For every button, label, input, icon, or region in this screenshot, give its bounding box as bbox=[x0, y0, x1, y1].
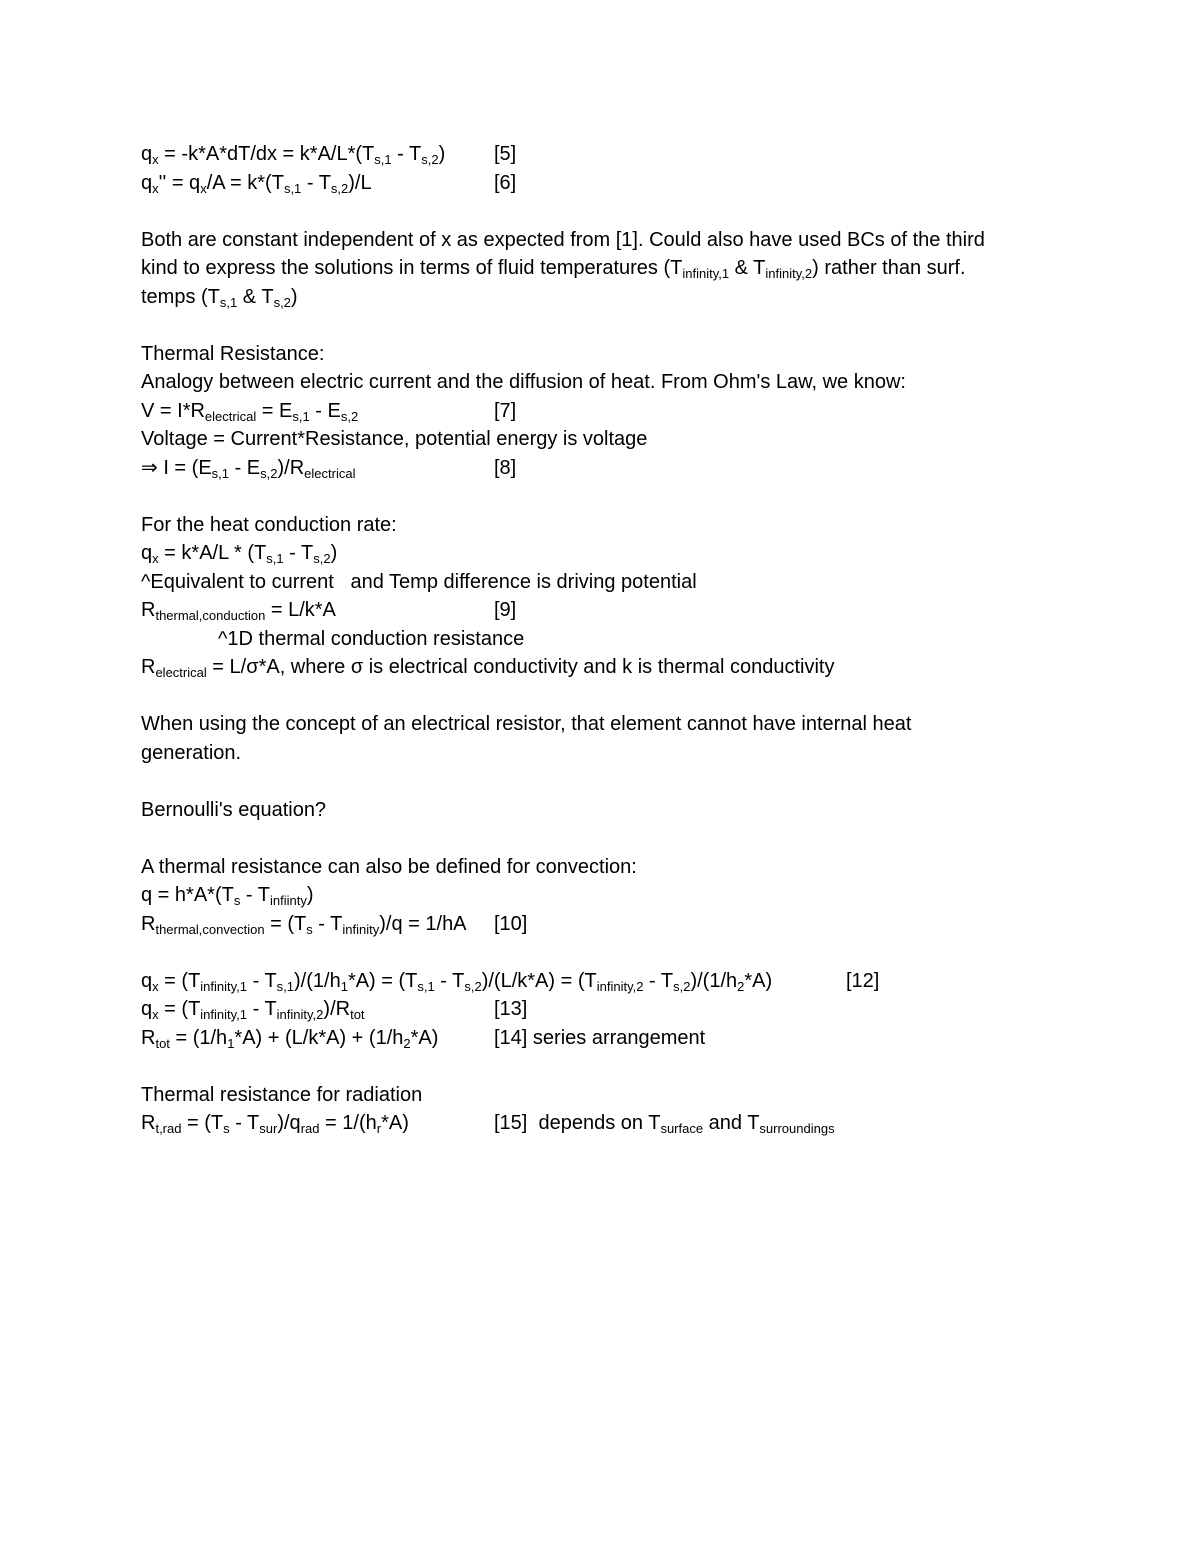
spacer bbox=[141, 767, 1101, 796]
equation-8-tag: [8] bbox=[494, 456, 517, 479]
bernoulli-question: Bernoulli's equation? bbox=[141, 798, 327, 821]
equation-9 bbox=[141, 596, 1101, 625]
equation-7-tag: [7] bbox=[494, 399, 517, 422]
equation-10 bbox=[141, 910, 1101, 939]
electrical-resistance-line: $R_{electrical} = L/\sigma*A$, where σ is electrical conductivity and k is thermal conductivity bbox=[141, 656, 835, 680]
equation-5-expr: $q_x = -k*A*dT/dx = k*A/L*(T_{s,1} - T_{s,2})$ bbox=[141, 143, 446, 167]
equivalence-note: ^Equivalent to current and Temp difference is driving potential bbox=[141, 570, 697, 593]
equation-15 bbox=[141, 1109, 1101, 1138]
convection-equation: $q = h*A*(T_s - T_{infiinty})$ bbox=[141, 884, 314, 908]
equation-7-expr: $V = I*R_{electrical} = E_{s,1} - E_{s,2}$ bbox=[141, 399, 359, 424]
spacer bbox=[141, 197, 1101, 226]
equation-6 bbox=[141, 169, 1101, 198]
convection-heading: A thermal resistance can also be defined for convection: bbox=[141, 855, 637, 878]
equation-13-expr: $q_x = (T_{infinity,1} - T_{infinity,2})/R_{tot}$ bbox=[141, 998, 365, 1022]
spacer bbox=[141, 938, 1101, 967]
conduction-resistance-note: ^1D thermal conduction resistance bbox=[218, 627, 525, 650]
equation-5 bbox=[141, 140, 1101, 169]
equation-9-expr: $R_{thermal,conduction} = L/k*A$ bbox=[141, 599, 336, 623]
paragraph-bcs-line-2: kind to express the solutions in terms of fluid temperatures ($T_{infinity,1}$ & $T_{infinity,2}$) rather than surf. bbox=[141, 257, 966, 281]
thermal-resistance-heading: Thermal Resistance: bbox=[141, 342, 325, 365]
equation-13-tag: [13] bbox=[494, 998, 528, 1020]
resistor-paragraph-line-2: generation. bbox=[141, 741, 242, 764]
equation-8-expr: ⇒ $I = (E_{s,1} - E_{s,2})/R_{electrical}$ bbox=[141, 456, 356, 481]
paragraph-bcs-line-1: Both are constant independent of x as expected from [1]. Could also have used BCs of the third bbox=[141, 228, 985, 251]
voltage-line: Voltage = Current*Resistance, potential energy is voltage bbox=[141, 428, 648, 450]
spacer bbox=[141, 482, 1101, 511]
equation-9-tag: [9] bbox=[494, 599, 517, 621]
equation-12-expr: $q_x = (T_{infinity,1} - T_{s,1})/(1/h_1*A) = (T_{s,1} - T_{s,2})/(L/k*A) = (T_{infinity,2} - T_{s,2})/(1/h_2*A)$ bbox=[141, 969, 773, 994]
equation-8 bbox=[141, 454, 1101, 483]
resistor-paragraph-line-1: When using the concept of an electrical resistor, that element cannot have internal heat bbox=[141, 713, 912, 735]
equation-10-tag: [10] bbox=[494, 912, 528, 935]
equation-15-tag: [15] depends on $T_{surface}$ and $T_{surroundings}$ bbox=[494, 1112, 835, 1136]
document-body bbox=[141, 140, 1101, 1138]
ohm-analogy-line: Analogy between electric current and the diffusion of heat. From Ohm's Law, we know: bbox=[141, 371, 906, 393]
equation-13 bbox=[141, 995, 1101, 1024]
equation-6-expr: $q_x'' = q_x/A = k*(T_{s,1} - T_{s,2})/L$ bbox=[141, 171, 372, 196]
equation-15-expr: $R_{t,rad} = (T_s - T_{sur})/q_{rad} = 1/(h_r*A)$ bbox=[141, 1112, 409, 1136]
heat-conduction-heading: For the heat conduction rate: bbox=[141, 513, 397, 536]
equation-14 bbox=[141, 1024, 1101, 1053]
spacer bbox=[141, 682, 1101, 711]
equation-14-tag: [14] series arrangement bbox=[494, 1026, 706, 1049]
radiation-heading: Thermal resistance for radiation bbox=[141, 1083, 423, 1106]
equation-6-tag: [6] bbox=[494, 171, 517, 194]
equation-5-tag: [5] bbox=[494, 143, 517, 165]
equation-7 bbox=[141, 397, 1101, 426]
equation-14-expr: $R_{tot} = (1/h_1*A) + (L/k*A) + (1/h_2*A)$ bbox=[141, 1026, 439, 1051]
spacer bbox=[141, 311, 1101, 340]
spacer bbox=[141, 1052, 1101, 1081]
spacer bbox=[141, 824, 1101, 853]
equation-12-tag: [12] bbox=[846, 969, 880, 992]
heat-conduction-equation: $q_x = k*A/L * (T_{s,1} - T_{s,2})$ bbox=[141, 542, 338, 566]
equation-10-expr: $R_{thermal,convection} = (T_s - T_{infinity})/q = 1/hA$ bbox=[141, 912, 467, 937]
equation-12 bbox=[141, 967, 1101, 996]
paragraph-bcs-line-3: temps ($T_{s,1}$ & $T_{s,2}$) bbox=[141, 285, 298, 310]
